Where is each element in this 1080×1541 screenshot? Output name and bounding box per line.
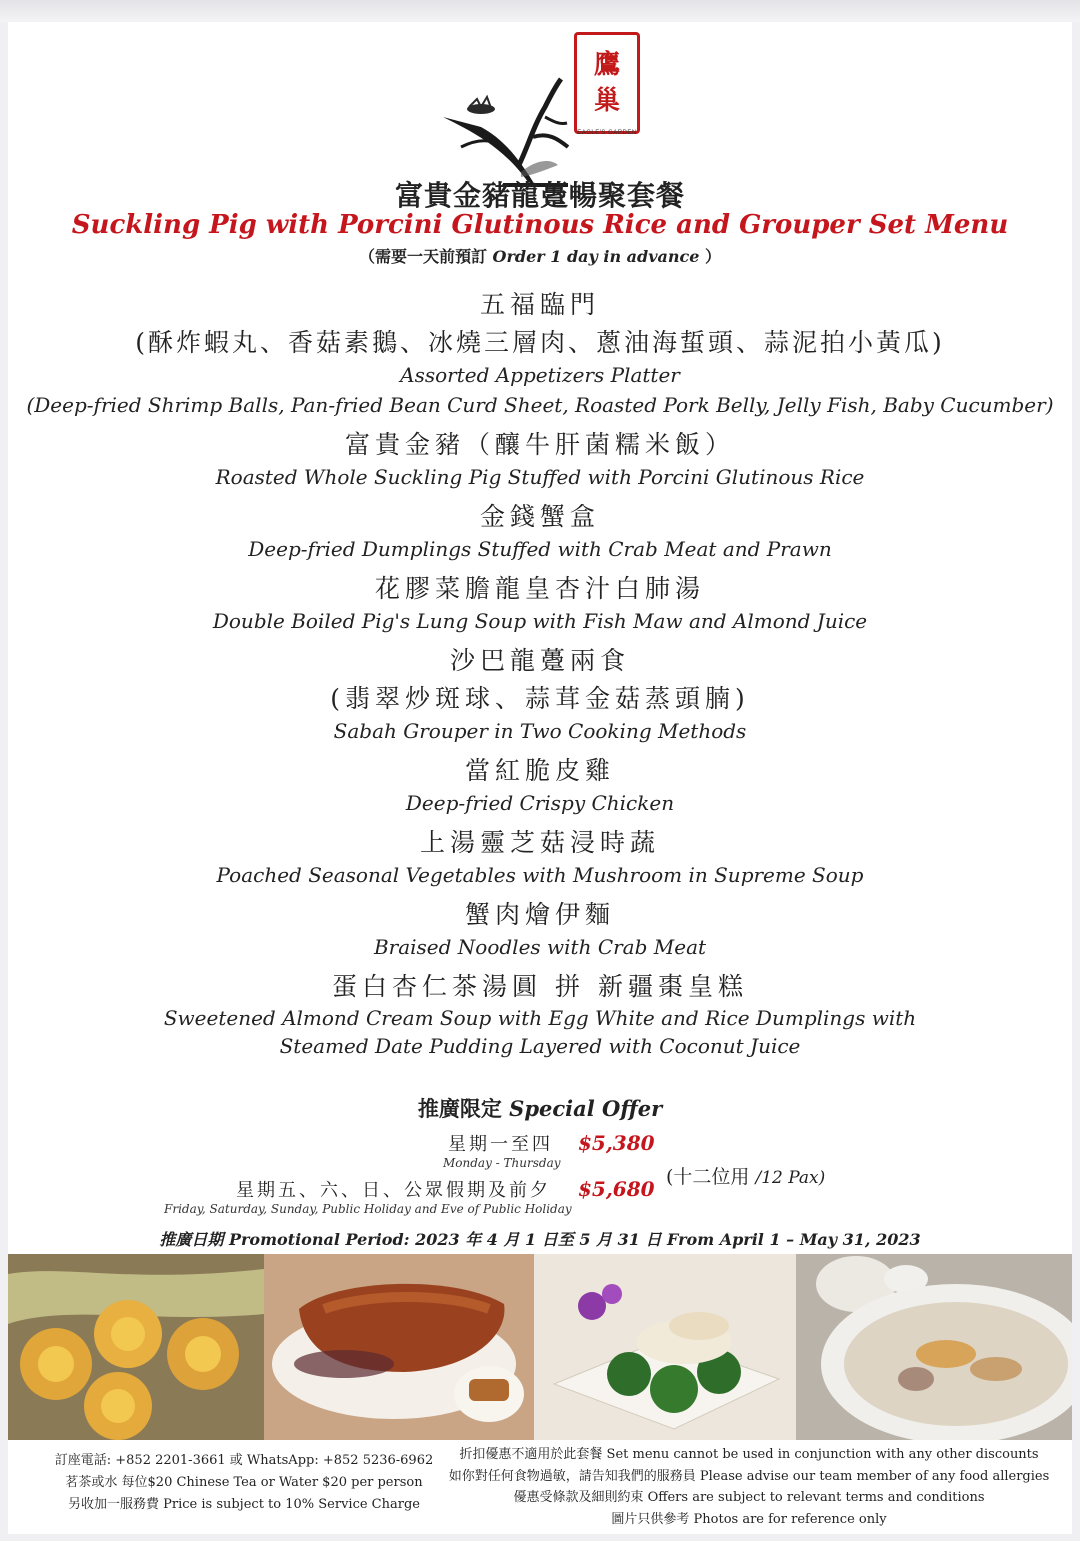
footer-photo-note: 圖片只供參考 Photos are for reference only [611,1511,887,1527]
dish-crispy-chicken [8,754,1072,818]
weekday-label-chinese: 星期一至四 [448,1134,553,1155]
dish-name-chinese: 上湯靈芝菇浸時蔬 [419,828,660,857]
footer-booking-phone: 訂座電話: +852 2201-3661 或 WhatsApp: +852 5236-6962 [54,1453,434,1468]
footer-terms-note: 優惠受條款及細則約束 Offers are subject to relevant terms and conditions [513,1490,985,1505]
photo-lung-soup [796,1254,1072,1440]
food-photo-strip [8,1254,1072,1440]
dish-name-chinese: 金錢蟹盒 [479,502,600,531]
dish-name-chinese: 花膠菜膽龍皇杏汁白肺湯 [374,574,705,603]
dish-name-english: Poached Seasonal Vegetables with Mushroom in Supreme Soup [216,863,864,887]
dish-grouper [8,644,1072,746]
dish-name-english: Roasted Whole Suckling Pig Stuffed with Porcini Glutinous Rice [215,465,865,489]
photo-grouper [534,1254,796,1440]
footer-allergy-note: 如你對任何食物過敏，請告知我們的服務員 Please advise our team member of any food allergies [448,1468,1050,1484]
dish-detail-english: Steamed Date Pudding Layered with Coconut Juice [279,1034,801,1058]
pax-note-chinese: (十二位用 [666,1166,750,1188]
promotional-period: 推廣日期 Promotional Period: 2023 年 4 月 1 日至 5 月 31 日 From April 1 – May 31, 2023 [159,1230,921,1249]
pax-note-english: /12 Pax) [755,1168,826,1188]
dish-detail-chinese: (翡翠炒斑球、蒜茸金菇蒸頭腩) [330,684,750,713]
dish-name-english: Deep-fried Crispy Chicken [405,791,675,815]
pax-note [666,1162,825,1189]
dish-name-chinese: 沙巴龍躉兩食 [449,646,630,675]
weekday-label-english: Monday - Thursday [443,1156,561,1170]
logo-seal [574,32,640,134]
special-offer-title [8,1093,1072,1123]
advance-order-note [8,244,1072,267]
dish-list [8,284,1072,1068]
dish-detail-chinese: (酥炸蝦丸、香菇素鵝、冰燒三層肉、蔥油海蜇頭、蒜泥拍小黃瓜) [135,328,945,357]
advance-note-close: ） [705,247,722,266]
offer-title-english: Special Offer [509,1096,663,1121]
dish-suckling-pig [8,428,1072,492]
dish-crab-dumplings [8,500,1072,564]
dish-detail-english: (Deep-fried Shrimp Balls, Pan-fried Bean Curd Sheet, Roasted Pork Belly, Jelly Fish, Baby Cucumber) [26,393,1054,417]
dish-dessert [8,970,1072,1060]
dish-name-chinese: 蟹肉燴伊麵 [464,900,615,929]
dish-name-english: Sabah Grouper in Two Cooking Methods [333,719,747,743]
dish-name-english: Sweetened Almond Cream Soup with Egg White and Rice Dumplings with [163,1006,917,1030]
logo-caption: EAGLE'S GARDEN [577,130,637,136]
dish-name-english: Double Boiled Pig's Lung Soup with Fish Maw and Almond Juice [212,609,868,633]
weekend-price: $5,680 [578,1177,655,1201]
top-bar [0,0,1080,22]
seal-char-2: 巢 [593,86,620,116]
dish-vegetables [8,826,1072,890]
advance-note-english: Order 1 day in advance [492,247,700,266]
dish-name-chinese: 蛋白杏仁茶湯圓 拼 新疆棗皇糕 [332,972,748,1001]
footer-tea-charge: 茗茶或水 每位$20 Chinese Tea or Water $20 per person [65,1475,423,1490]
seal-char-1: 鷹 [593,50,620,80]
dish-appetizers [8,288,1072,420]
photo-crab-dumplings [8,1254,264,1440]
title-english: Suckling Pig with Porcini Glutinous Rice and Grouper Set Menu [71,210,1009,240]
advance-note-chinese: （需要一天前預訂 [358,247,487,266]
footer-booking-info [44,1450,444,1516]
footer-service-charge: 另收加一服務費 Price is subject to 10% Service Charge [68,1497,420,1512]
footer-discount-note: 折扣優惠不適用於此套餐 Set menu cannot be used in conjunction with any other discounts [459,1447,1039,1462]
offer-title-chinese: 推廣限定 [417,1096,502,1121]
dish-lung-soup [8,572,1072,636]
dish-noodles [8,898,1072,962]
title-chinese: 富貴金豬龍躉暢聚套餐 [394,179,685,212]
weekend-label-english: Friday, Saturday, Sunday, Public Holiday and Eve of Public Holiday [164,1202,572,1216]
dish-name-chinese: 富貴金豬（釀牛肝菌糯米飯） [344,430,735,459]
footer-terms [434,1444,1064,1530]
weekday-price: $5,380 [578,1131,655,1155]
menu-sheet [8,22,1072,1534]
weekend-label-chinese: 星期五、六、日、公眾假期及前夕 [236,1180,551,1201]
dish-name-english: Deep-fried Dumplings Stuffed with Crab Meat and Prawn [248,537,832,561]
photo-suckling-pig [264,1254,534,1440]
dish-name-english: Braised Noodles with Crab Meat [373,935,707,959]
dish-name-chinese: 五福臨門 [479,290,600,319]
dish-name-english: Assorted Appetizers Platter [400,363,680,387]
dish-name-chinese: 當紅脆皮雞 [464,756,615,785]
